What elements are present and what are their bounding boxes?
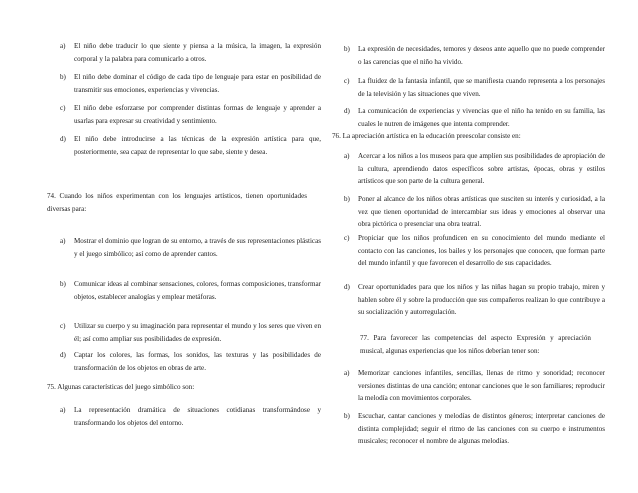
option-text: La representación dramática de situaciones cotidianas transformándose y transformando los objetos del entorno. — [74, 406, 321, 427]
option-letter: b) — [344, 45, 350, 53]
option-letter: c) — [60, 322, 66, 330]
q73-option-c — [60, 102, 321, 127]
q75-option-d — [344, 105, 605, 130]
option-letter: d) — [344, 283, 350, 291]
option-letter: c) — [344, 77, 350, 85]
question-number: 75. — [47, 383, 56, 391]
q75-option-c — [344, 75, 605, 100]
question-77 — [360, 332, 591, 357]
option-text: La expresión de necesidades, temores y deseos ante aquello que no puede comprender o las carencias que el niño ha vivido. — [358, 45, 605, 66]
q73-option-b — [60, 71, 321, 96]
question-number: 74. — [47, 192, 56, 200]
q75-option-b — [344, 43, 605, 68]
option-text: El niño debe traducir lo que siente y piensa a la música, la imagen, la expresión corporal y la palabra para comunicarlo a otros. — [74, 42, 321, 63]
option-text: El niño debe dominar el código de cada tipo de lenguaje para estar en posibilidad de transmitir sus emociones, experiencias y vivencias. — [74, 73, 321, 94]
question-text: La apreciación artística en la educación preescolar consiste en: — [342, 132, 521, 140]
option-text: La fluidez de la fantasía infantil, que se manifiesta cuando representa a los personajes de la televisión y las situaciones que viven. — [358, 77, 605, 98]
option-letter: b) — [344, 412, 350, 420]
question-75 — [47, 381, 307, 394]
option-text: Memorizar canciones infantiles, sencillas, llenas de ritmo y sonoridad; reconocer versiones distintas de una canción; entonar canciones que le son familiares; reproducir la melodía con movimientos corporales. — [358, 369, 605, 403]
question-76 — [332, 130, 591, 143]
option-letter: d) — [60, 135, 66, 143]
q74-option-c — [60, 320, 321, 345]
option-letter: b) — [60, 280, 66, 288]
option-text: El niño debe introducirse a las técnicas de la expresión artística para que, posteriormente, sea capaz de representar lo que sabe, siente y desea. — [74, 135, 321, 156]
q77-option-a — [344, 367, 605, 405]
option-letter: a) — [344, 369, 350, 377]
option-letter: d) — [60, 351, 66, 359]
option-letter: b) — [344, 195, 350, 203]
option-letter: b) — [60, 73, 66, 81]
q73-option-a — [60, 40, 321, 65]
option-text: Captar los colores, las formas, los sonidos, las texturas y las posibilidades de transformación de los objetos en obras de arte. — [74, 351, 321, 372]
q76-option-b — [344, 193, 605, 231]
option-letter: c) — [344, 234, 350, 242]
option-text: Utilizar su cuerpo y su imaginación para representar el mundo y los seres que viven en él; así como ampliar sus posibilidades de expresión. — [74, 322, 321, 343]
q74-option-d — [60, 349, 321, 374]
option-letter: a) — [60, 42, 66, 50]
option-letter: a) — [344, 152, 350, 160]
q74-option-a — [60, 235, 321, 260]
option-text: Mostrar el dominio que logran de su entorno, a través de sus representaciones plásticas y el juego simbólico; así como de aprender cantos. — [74, 237, 321, 258]
option-text: Escuchar, cantar canciones y melodías de distintos géneros; interpretar canciones de distinta complejidad; seguir el ritmo de las canciones con su cuerpo e instrumentos musicales; reconocer el nombre de algunas melodías. — [358, 412, 605, 446]
option-text: Acercar a los niños a los museos para que amplíen sus posibilidades de apropiación de la cultura, aprendiendo datos específicos sobre artistas, épocas, obras y estilos artísticos que son parte de la cultura general. — [358, 152, 605, 186]
q77-option-b — [344, 410, 605, 448]
question-number: 77. — [360, 334, 369, 342]
q75-option-a — [60, 404, 321, 429]
option-text: El niño debe esforzarse por comprender distintas formas de lenguaje y aprender a usarlas para expresar su creatividad y sentimiento. — [74, 104, 321, 125]
question-text: Algunas características del juego simbólico son: — [57, 383, 195, 391]
q74-option-b — [60, 278, 321, 303]
question-text: Para favorecer las competencias del aspecto Expresión y apreciación musical, algunas experiencias que los niños deberían tener son: — [360, 334, 591, 355]
option-text: Comunicar ideas al combinar sensaciones, colores, formas composiciones, transformar objetos, establecer analogías y emplear metáforas. — [74, 280, 321, 301]
option-letter: c) — [60, 104, 66, 112]
q76-option-a — [344, 150, 605, 188]
q76-option-d — [344, 281, 605, 319]
option-letter: d) — [344, 107, 350, 115]
option-text: Crear oportunidades para que los niños y las niñas hagan su propio trabajo, miren y hablen sobre él y sobre la producción que sus compañeros realizan lo que contribuye a su socialización y autorregulación. — [358, 283, 605, 317]
q76-option-c — [344, 232, 605, 270]
question-number: 76. — [332, 132, 341, 140]
option-text: Propiciar que los niños profundicen en su conocimiento del mundo mediante el contacto con las canciones, los bailes y los personajes que conocen, que forman parte del mundo infantil y que favorecen el desarrollo de sus capacidades. — [358, 234, 605, 268]
option-letter: a) — [60, 237, 66, 245]
question-text: Cuando los niños experimentan con los lenguajes artísticos, tienen oportunidades diversas para: — [47, 192, 308, 213]
option-letter: a) — [60, 406, 66, 414]
option-text: Poner al alcance de los niños obras artísticas que susciten su interés y curiosidad, a la vez que tienen oportunidad de intercambiar sus ideas y emociones al observar una obra pictórica o presenciar una obra teatral. — [358, 195, 605, 229]
question-74 — [47, 190, 307, 215]
option-text: La comunicación de experiencias y vivencias que el niño ha tenido en su familia, las cuales le nutren de imágenes que intenta comprender. — [358, 107, 605, 128]
q73-option-d — [60, 133, 321, 158]
